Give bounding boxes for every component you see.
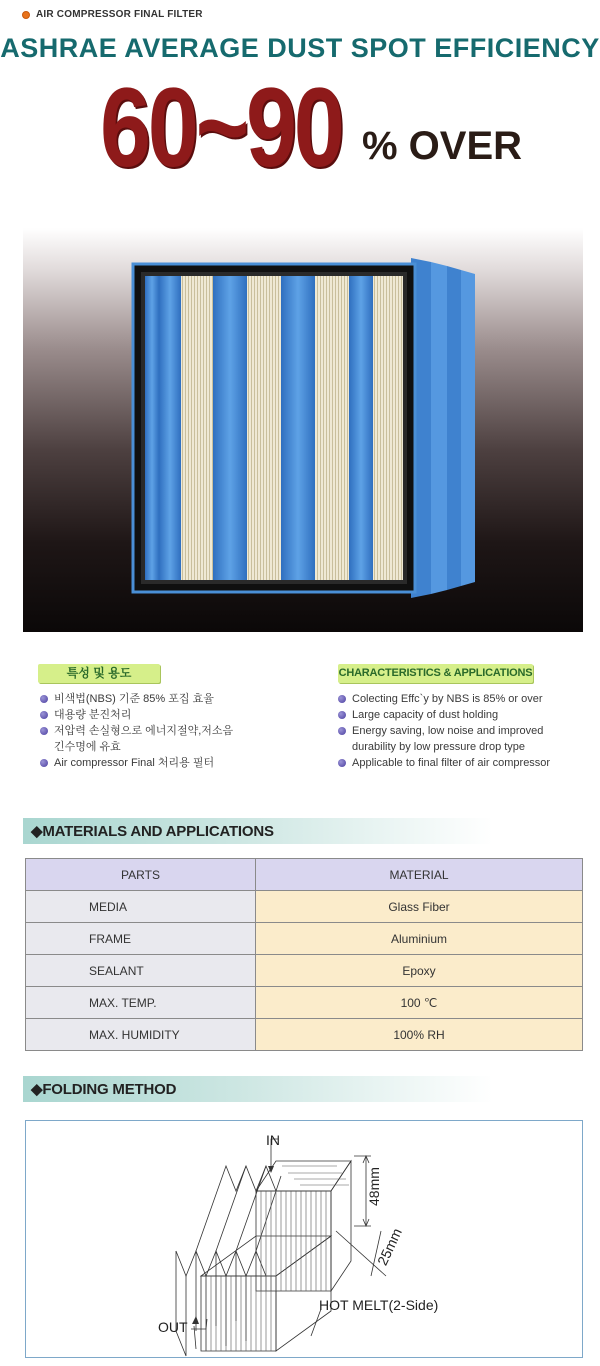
materials-section-title: ◆MATERIALS AND APPLICATIONS [31,823,274,840]
height-dim-label: 48mm [366,1167,382,1206]
part-cell: SEALANT [26,955,256,987]
materials-title-text: MATERIALS AND APPLICATIONS [42,823,274,840]
pleat-diagram [26,1121,582,1357]
headline: ASHRAE AVERAGE DUST SPOT EFFICIENCY [0,33,600,63]
category-tag [22,9,203,20]
table-row [26,923,583,955]
table-row [26,891,583,923]
header-parts: PARTS [26,859,256,891]
material-cell: 100% RH [256,1019,583,1051]
features-kr-list [40,691,320,771]
list-item: Colecting Effc`y by NBS is 85% or over [338,691,588,707]
list-item: Applicable to final filter of air compressor [338,755,588,771]
filter-illustration [23,228,583,632]
list-item-continuation: durability by low pressure drop type [352,741,526,753]
pleat-strips [145,276,403,580]
materials-table [25,858,583,1051]
table-row [26,955,583,987]
list-item: 비색법(NBS) 기준 85% 포집 효율 [40,691,320,707]
hot-melt-leader [311,1309,321,1336]
out-label: OUT [158,1319,188,1335]
list-item: Energy saving, low noise and improved [338,723,588,739]
bullet-icon [22,11,30,19]
material-cell: Epoxy [256,955,583,987]
features-kr-title: 특성 및 용도 [38,664,160,683]
features-en-title: CHARACTERISTICS & APPLICATIONS [338,664,533,683]
list-item: 저압력 손실형으로 에너지절약,저소음 [40,723,320,739]
table-row [26,987,583,1019]
folding-diagram [25,1120,583,1358]
part-cell: MEDIA [26,891,256,923]
features-en-list [338,691,588,771]
material-cell: 100 ℃ [256,987,583,1019]
hot-melt-label: HOT MELT(2-Side) [319,1297,439,1313]
category-label: AIR COMPRESSOR FINAL FILTER [36,9,203,20]
table-header-row [26,859,583,891]
pleat-lines [206,1166,349,1351]
folding-title-text: FOLDING METHOD [42,1081,177,1098]
list-item-continuation: 긴수명에 유효 [54,741,121,753]
material-cell: Aluminium [256,923,583,955]
product-photo [23,228,583,632]
side-fins [411,258,475,598]
materials-section-bar [23,818,493,844]
folding-section-title: ◆FOLDING METHOD [31,1081,177,1098]
efficiency-suffix: % OVER [362,124,523,168]
depth-dim-label: 25mm [374,1225,405,1268]
list-item: Large capacity of dust holding [338,707,588,723]
part-cell: FRAME [26,923,256,955]
list-item: 대용량 분진처리 [40,707,320,723]
folding-section-bar [23,1076,493,1102]
efficiency-banner [100,65,523,190]
table-row [26,1019,583,1051]
part-cell: MAX. TEMP. [26,987,256,1019]
part-cell: MAX. HUMIDITY [26,1019,256,1051]
in-label: IN [266,1132,280,1148]
list-item: Air compressor Final 처리용 필터 [40,755,320,771]
zigzag-sheet [176,1166,281,1356]
material-cell: Glass Fiber [256,891,583,923]
efficiency-value: 60~90 [100,65,342,190]
header-material: MATERIAL [256,859,583,891]
